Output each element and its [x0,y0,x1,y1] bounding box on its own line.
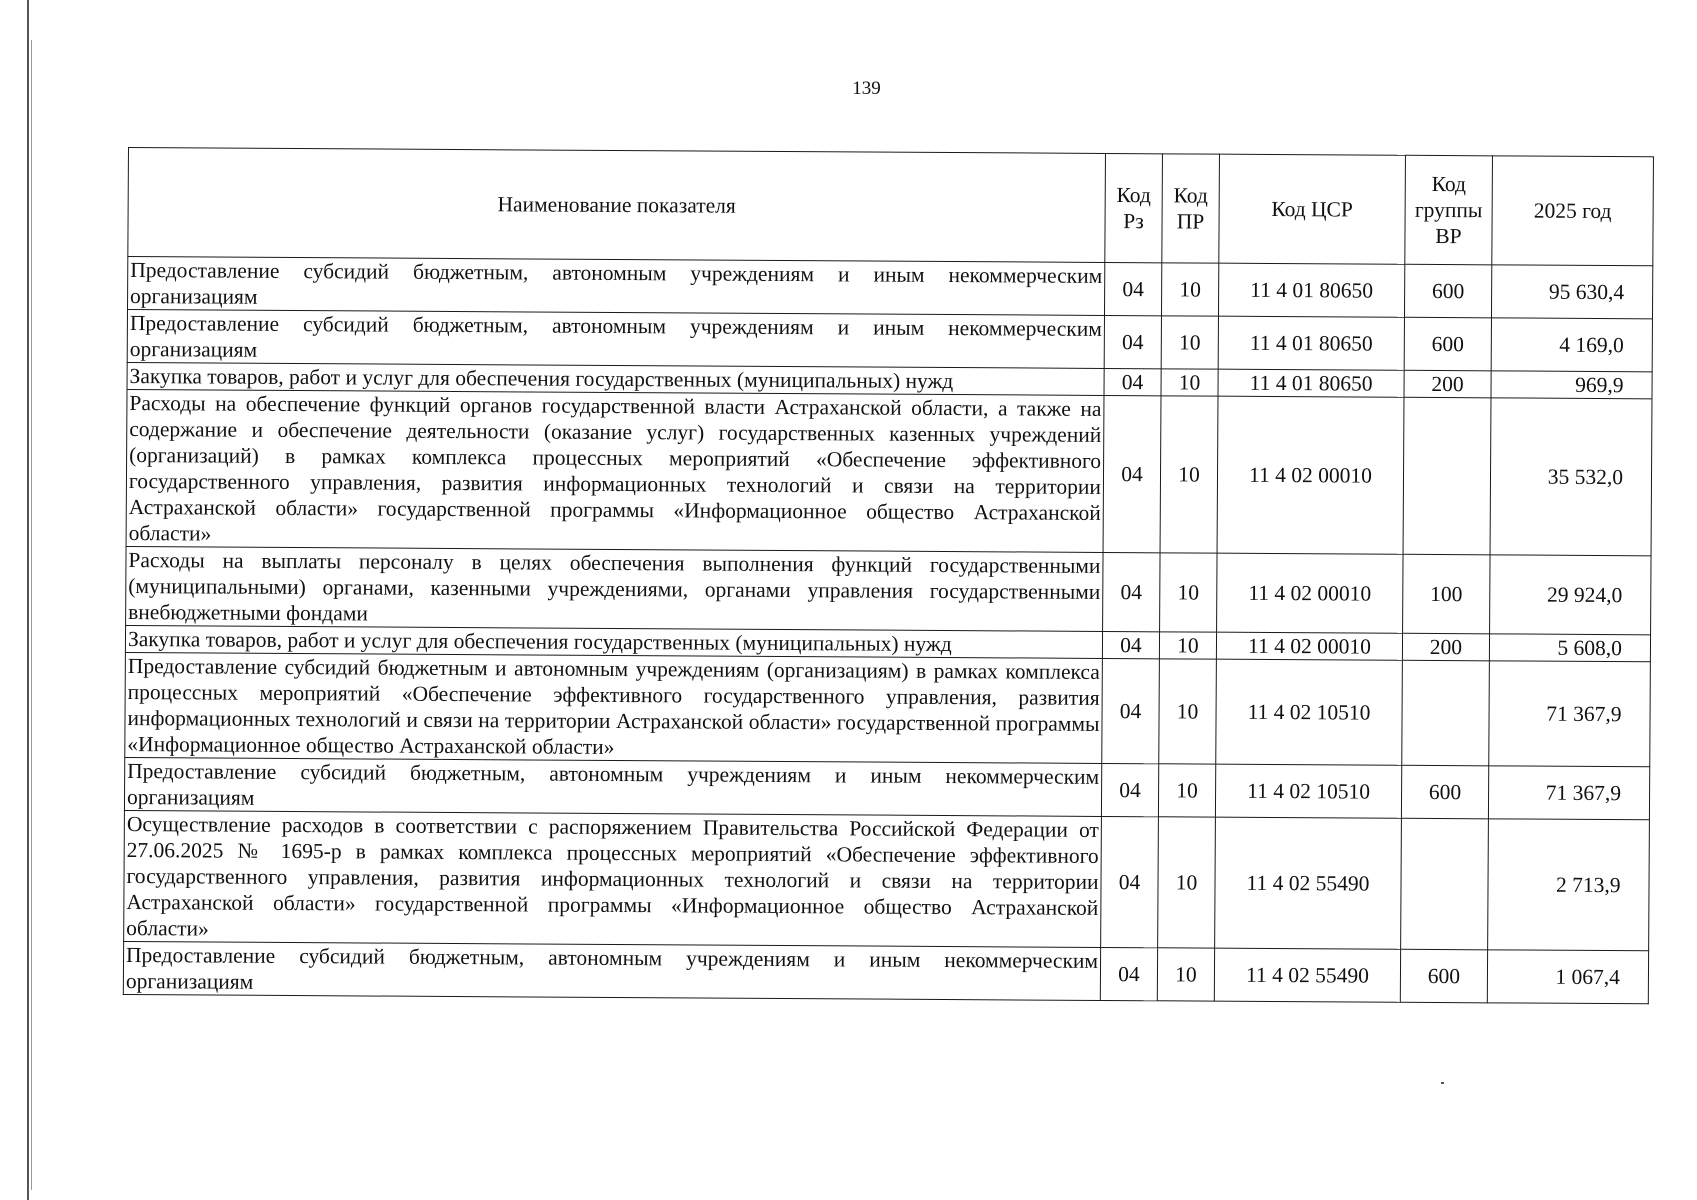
row-code-vr [1402,660,1490,766]
table-header-row [128,148,1654,266]
table-row [124,810,1650,950]
row-amount: 71 367,9 [1489,661,1651,767]
table-row [123,941,1648,1003]
table-row [126,546,1651,634]
row-name: Закупка товаров, работ и услуг для обеспечения государственных (муниципальных) нужд [127,362,1104,395]
row-name: Предоставление субсидий бюджетным, автономным учреждениям и иным некоммерческим организациям [127,310,1104,369]
row-code-rz: 04 [1103,395,1161,552]
row-name: Расходы на обеспечение функций органов государственной власти Астраханской области, а также на содержание и обеспечение деятельности (оказание услуг) государственных казенных учреждений (организаций) в рамках комплекса процессных мероприятий «Обеспечение эффективного государственного управления, развития информационных технологий и связи на территории Астраханской области» государственной программы «Информационное общество Астраханской области» [126,389,1104,552]
row-code-pr: 10 [1157,948,1214,1001]
row-amount: 71 367,9 [1488,766,1649,820]
row-amount: 969,9 [1491,371,1652,399]
row-code-csr: 11 4 02 00010 [1217,396,1404,554]
binding-edge-shadow [31,40,32,1190]
header-name: Наименование показателя [128,148,1106,263]
row-code-rz: 04 [1102,631,1159,658]
row-code-pr: 10 [1158,817,1216,948]
row-amount: 35 532,0 [1490,398,1652,556]
row-code-rz: 04 [1100,947,1157,1000]
row-code-vr: 600 [1404,264,1491,318]
row-code-pr: 10 [1161,263,1218,316]
row-code-csr: 11 4 02 00010 [1217,553,1403,633]
table-row [126,389,1652,555]
row-code-pr: 10 [1161,369,1218,396]
row-name: Предоставление субсидий бюджетным, автономным учреждениям и иным некоммерческим организациям [123,941,1100,1000]
binding-edge-line [27,0,29,1200]
row-code-rz: 04 [1104,262,1161,315]
row-name: Предоставление субсидий бюджетным и автономным учреждениям (организациям) в рамках комплекса процессных мероприятий «Обеспечение эффективного государственного управления, развития информационных технологий и связи на территории Астраханской области» государственной программы «Информационное общество Астраханской области» [125,652,1103,763]
row-code-pr: 10 [1161,316,1218,369]
row-code-vr [1401,818,1489,950]
row-code-rz: 04 [1103,552,1160,631]
scan-speck [1441,1082,1444,1084]
row-code-rz: 04 [1104,368,1161,395]
row-code-pr: 10 [1159,659,1217,764]
row-amount: 95 630,4 [1491,265,1652,319]
row-code-rz: 04 [1104,315,1161,368]
row-code-rz: 04 [1101,763,1158,816]
header-code-rz: Код Рз [1105,153,1163,262]
row-code-csr: 11 4 02 00010 [1216,632,1402,660]
table-row [124,757,1649,819]
header-year-2025: 2025 год [1492,156,1654,266]
row-amount: 29 924,0 [1490,555,1651,635]
row-amount: 1 067,4 [1487,950,1648,1004]
row-code-csr: 11 4 02 55490 [1214,948,1400,1002]
row-code-vr: 200 [1402,633,1489,661]
row-code-vr: 600 [1400,949,1487,1003]
header-code-vr: Код группы ВР [1405,155,1493,265]
page-number: 139 [852,78,881,99]
row-code-pr: 10 [1159,632,1216,659]
row-code-vr [1403,397,1491,555]
row-code-csr: 11 4 02 10510 [1216,659,1403,765]
table-row [127,310,1652,372]
row-name: Расходы на выплаты персоналу в целях обеспечения выполнения функций государственными (муниципальными) органами, казенными учреждениями, органами управления государственными внебюджетными фондами [126,546,1103,631]
row-code-csr: 11 4 01 80650 [1218,316,1404,370]
row-amount: 4 169,0 [1491,318,1652,372]
row-name: Предоставление субсидий бюджетным, автономным учреждениям и иным некоммерческим организациям [124,757,1101,816]
row-code-csr: 11 4 01 80650 [1218,263,1404,317]
row-code-csr: 11 4 01 80650 [1218,369,1404,397]
row-name: Закупка товаров, работ и услуг для обеспечения государственных (муниципальных) нужд [125,625,1102,658]
row-code-csr: 11 4 02 55490 [1215,817,1402,949]
row-name: Осуществление расходов в соответствии с распоряжением Правительства Российской Федерации от 27.06.2025 № 1695-р в рамках комплекса процессных мероприятий «Обеспечение эффективного государственного управления, развития информационных технологий и связи на территории Астраханской области» государственной программы «Информационное общество Астраханской области» [124,810,1102,947]
row-code-csr: 11 4 02 10510 [1215,764,1401,818]
row-amount: 5 608,0 [1489,634,1650,662]
row-code-pr: 10 [1160,553,1217,632]
row-code-rz: 04 [1102,658,1160,763]
row-code-vr: 100 [1403,554,1490,634]
row-amount: 2 713,9 [1488,819,1650,951]
row-code-pr: 10 [1158,764,1215,817]
budget-table [123,147,1654,1004]
row-code-vr: 600 [1401,765,1488,819]
table-row [125,652,1651,766]
row-code-vr: 600 [1404,317,1491,371]
row-code-rz: 04 [1101,816,1159,947]
table-row [128,257,1653,319]
header-code-pr: Код ПР [1162,154,1220,263]
row-code-pr: 10 [1160,396,1218,553]
header-code-csr: Код ЦСР [1219,154,1406,264]
row-code-vr: 200 [1404,370,1491,398]
row-name: Предоставление субсидий бюджетным, автономным учреждениям и иным некоммерческим организациям [128,257,1105,316]
